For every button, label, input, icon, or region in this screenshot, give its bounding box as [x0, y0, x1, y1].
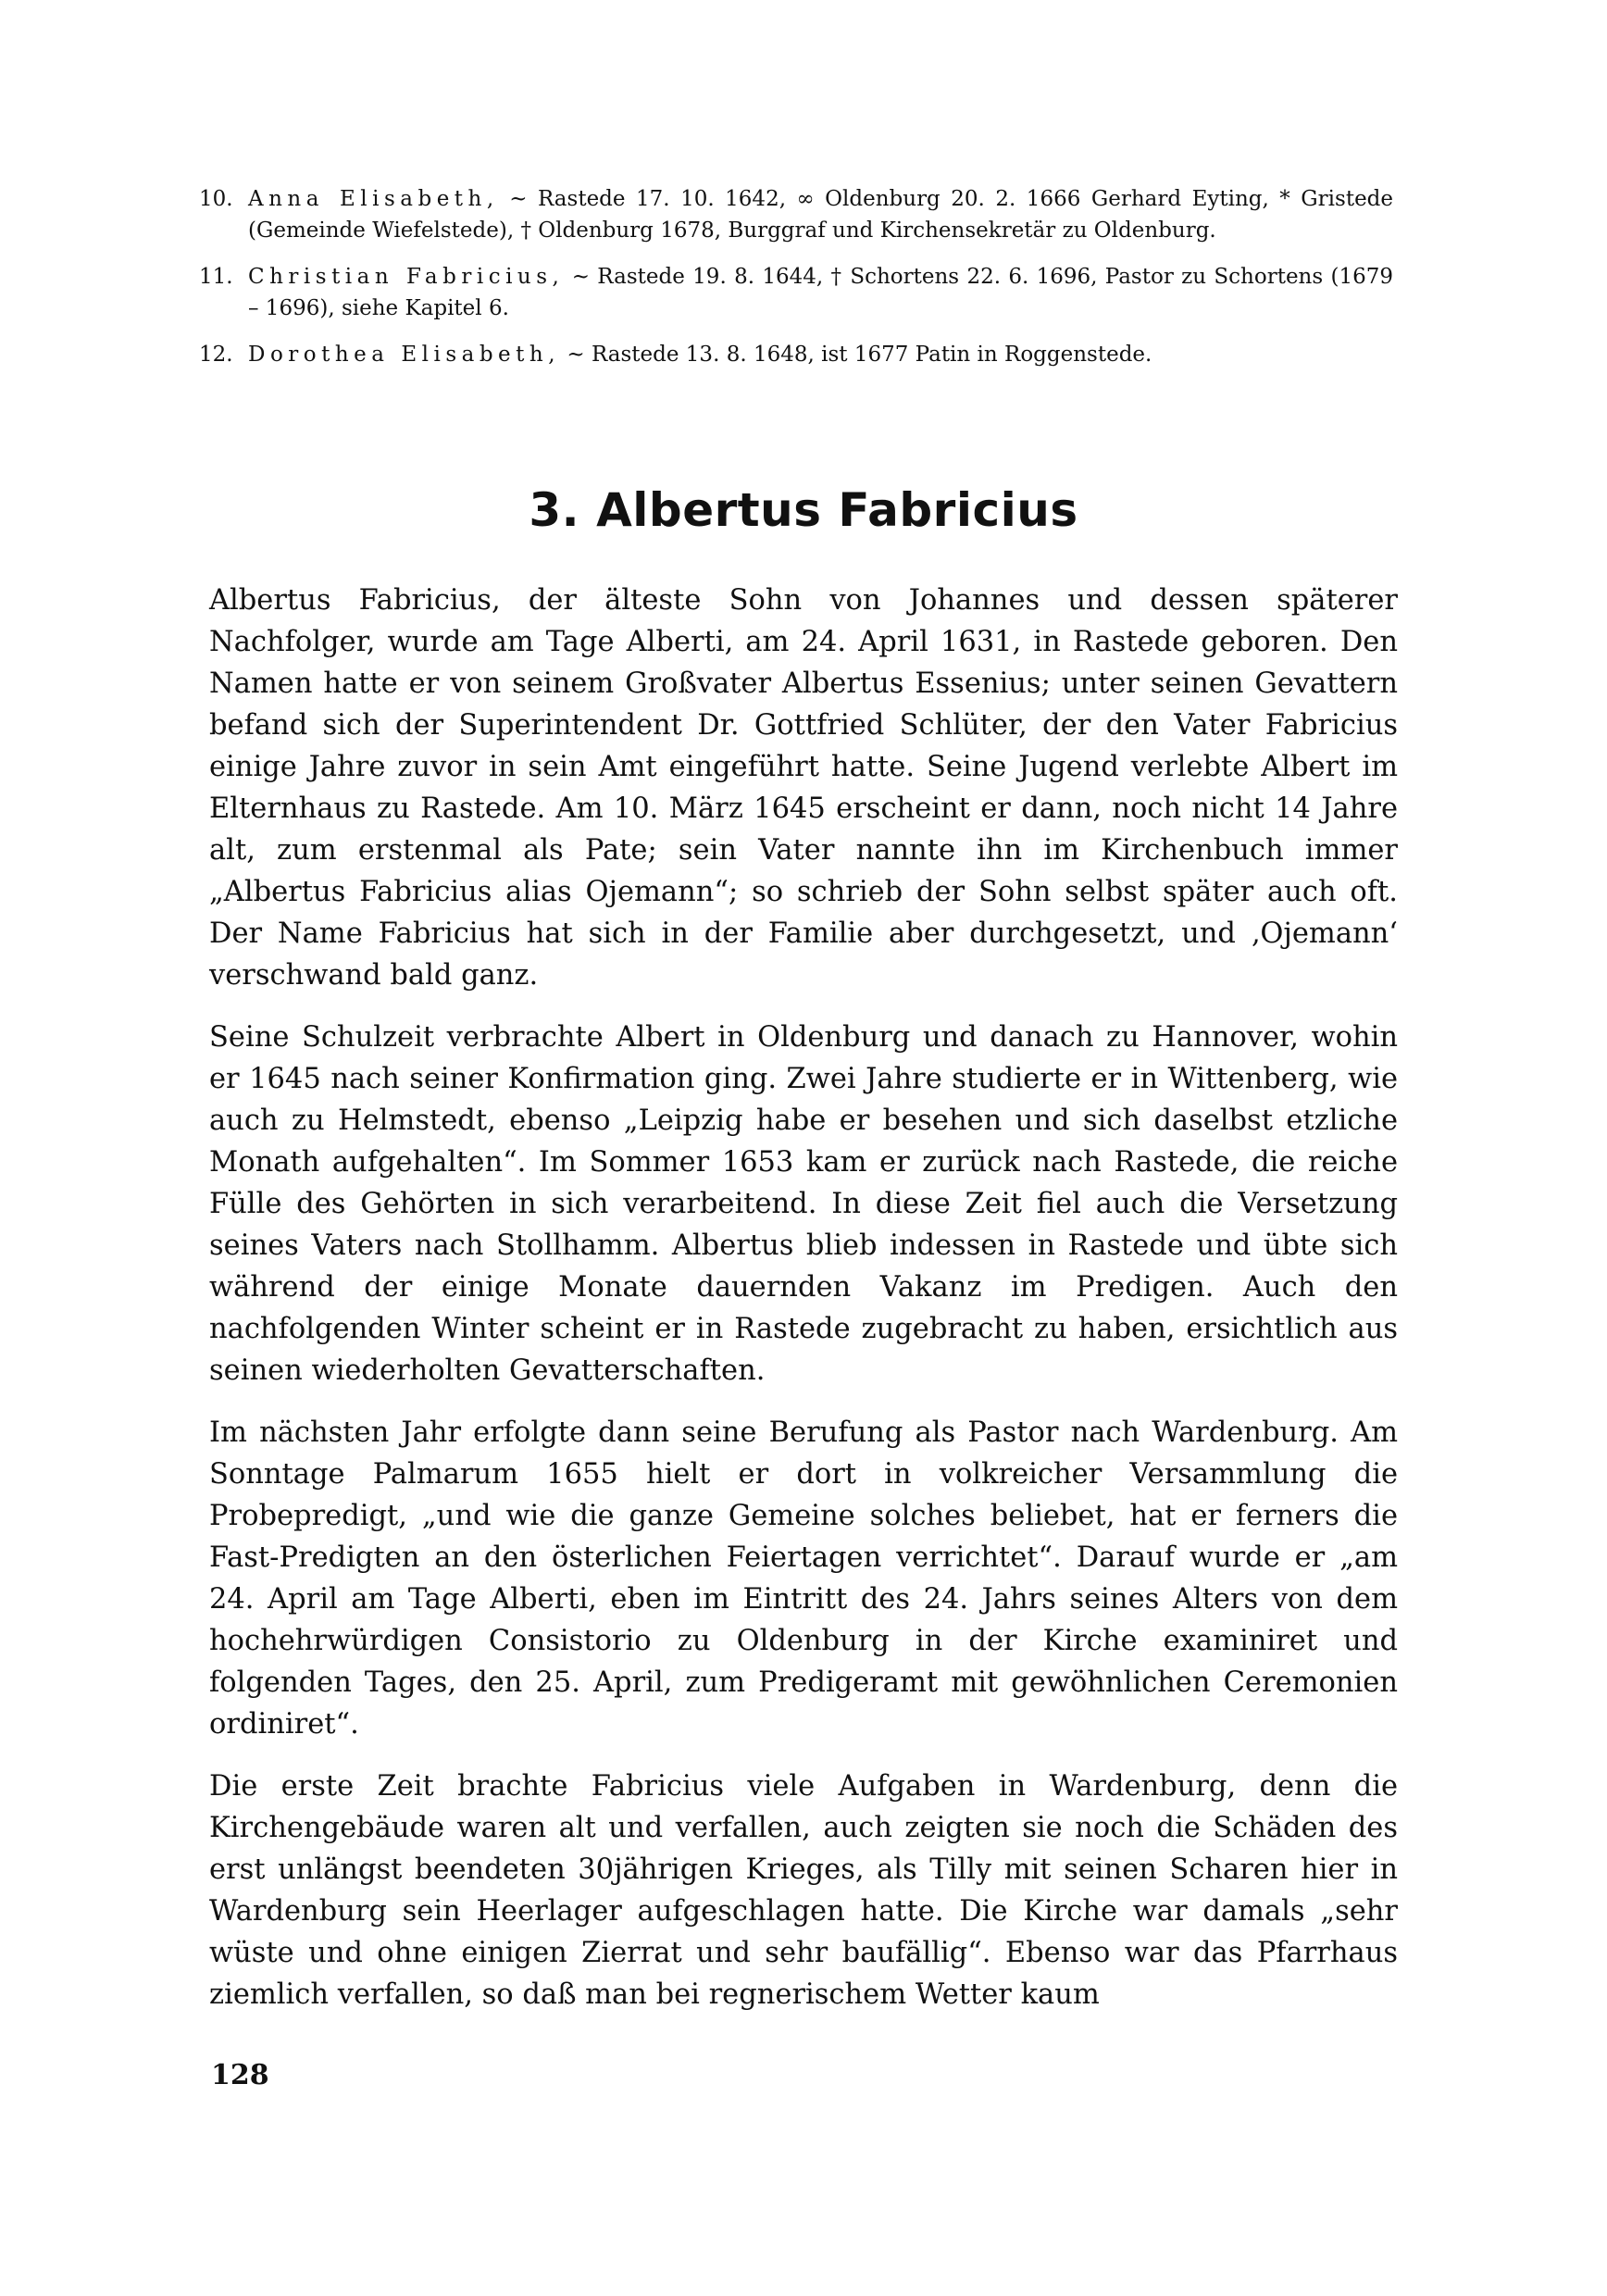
paragraph: Albertus Fabricius, der älteste Sohn von Johannes und dessen späterer Nachfolger, wurde am Tage Alberti, am 24. April 1631, in Rastede geboren. Den Namen hatte er von seinem Großvater Albertus Essenius; unter seinen Gevattern befand sich der Superintendent Dr. Gottfried Schlüter, der den Vater Fabricius einige Jahre zuvor in sein Amt eingeführt hatte. Seine Jugend verlebte Albert im Elternhaus zu Rastede. Am 10. März 1645 erscheint er dann, noch nicht 14 Jahre alt, zum erstenmal als Pate; sein Vater nannte ihn im Kirchenbuch immer „Albertus Fabricius alias Ojemann“; so schrieb der Sohn selbst später auch oft. Der Name Fabricius hat sich in der Familie aber durchgesetzt, und ‚Ojemann‘ verschwand bald ganz.: [209, 584, 1398, 992]
footnote-text: ~ Rastede 17. 10. 1642, ∞ Oldenburg 20. 2. 1666 Gerhard Eyting, * Gristede (Gemeinde Wiefelstede), † Oldenburg 1678, Burggraf und Kirchensekretär zu Oldenburg.: [248, 187, 1394, 243]
footnote-text: ~ Rastede 19. 8. 1644, † Schortens 22. 6. 1696, Pastor zu Schortens (1679 – 1696), siehe Kapitel 6.: [248, 265, 1393, 320]
paragraph: Im nächsten Jahr erfolgte dann seine Berufung als Pastor nach Wardenburg. Am Sonntage Palmarum 1655 hielt er dort in volkreicher Versammlung die Probepredigt, „und wie die ganze Gemeine solches beliebet, hat er ferners die Fast-Predigten an den österlichen Feiertagen verrichtet“. Darauf wurde er „am 24. April am Tage Alberti, eben im Eintritt des 24. Jahrs seines Alters von dem hochehrwürdigen Consistorio zu Oldenburg in der Kirche examiniret und folgenden Tages, den 25. April, zum Predigeramt mit gewöhnlichen Ceremonien ordiniret“.: [209, 1416, 1398, 1741]
footnote-person-name: Christian Fabricius,: [248, 265, 565, 289]
footnote-list: [199, 183, 1393, 385]
footnote-person-name: Anna Elisabeth,: [248, 187, 499, 211]
footnote-item: [199, 261, 1393, 324]
paragraph: Seine Schulzeit verbrachte Albert in Oldenburg und danach zu Hannover, wohin er 1645 nach seiner Konfirmation ging. Zwei Jahre studierte er in Wittenberg, wie auch zu Helmstedt, ebenso „Leipzig habe er besehen und sich daselbst etzliche Monath aufgehalten“. Im Sommer 1653 kam er zurück nach Rastede, die reiche Fülle des Gehörten in sich verarbeitend. In diese Zeit fiel auch die Versetzung seines Vaters nach Stollhamm. Albertus blieb indessen in Rastede und übte sich während der einige Monate dauernden Vakanz im Predigen. Auch den nachfolgenden Winter scheint er in Rastede zugebracht zu haben, ersichtlich aus seinen wiederholten Gevatterschaften.: [209, 1021, 1398, 1387]
body-text: [209, 580, 1398, 2036]
page-number: 128: [211, 2059, 269, 2091]
footnote-number: 10.: [199, 187, 233, 211]
footnote-item: [199, 339, 1393, 370]
footnote-number: 11.: [199, 265, 233, 289]
chapter-heading: 3. Albertus Fabricius: [529, 483, 1078, 537]
footnote-text: ~ Rastede 13. 8. 1648, ist 1677 Patin in Roggenstede.: [567, 343, 1152, 367]
footnote-person-name: Dorothea Elisabeth,: [248, 343, 561, 367]
paragraph: Die erste Zeit brachte Fabricius viele Aufgaben in Wardenburg, denn die Kirchengebäude waren alt und verfallen, auch zeigten sie noch die Schäden des erst unlängst beendeten 30jährigen Krieges, als Tilly mit seinen Scharen hier in Wardenburg sein Heerlager aufgeschlagen hatte. Die Kirche war damals „sehr wüste und ohne einigen Zierrat und sehr baufällig“. Ebenso war das Pfarrhaus ziemlich verfallen, so daß man bei regnerischem Wetter kaum: [209, 1770, 1398, 2011]
footnote-number: 12.: [199, 343, 233, 367]
footnote-item: [199, 183, 1393, 246]
